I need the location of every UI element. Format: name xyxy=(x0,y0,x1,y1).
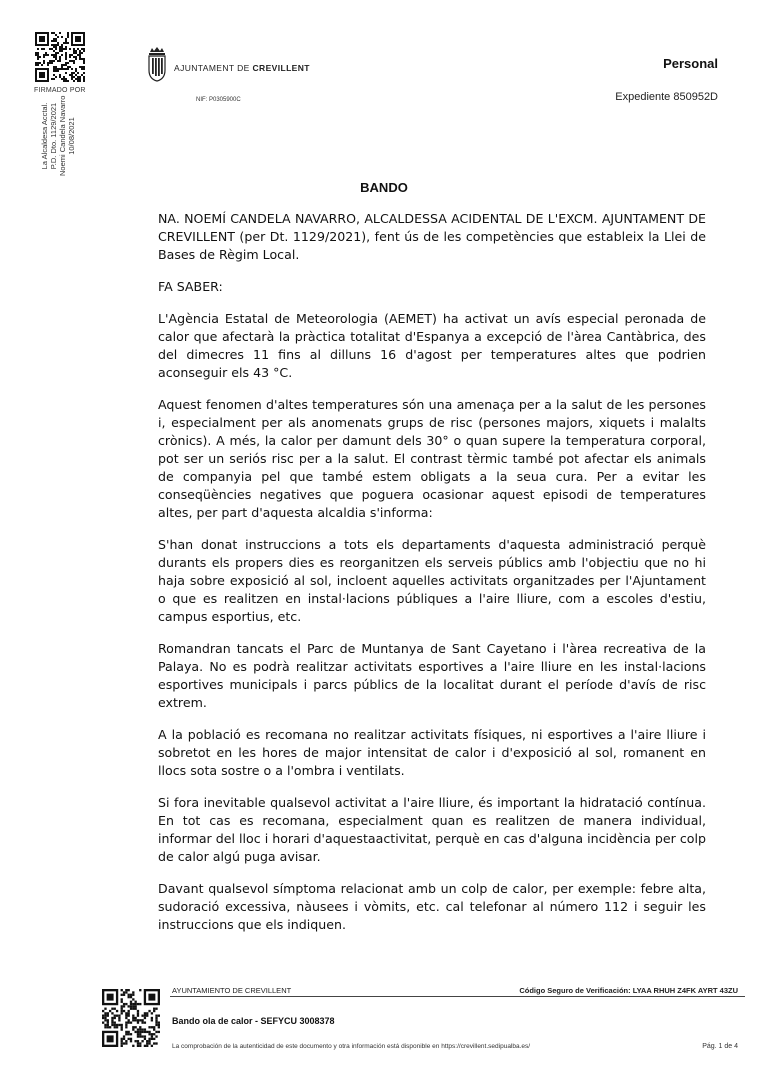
coat-of-arms-icon xyxy=(146,46,168,82)
page-number: Pág. 1 de 4 xyxy=(702,1043,738,1050)
signature-line: Noemi Candela Navarro xyxy=(58,95,67,176)
signature-block xyxy=(40,96,76,176)
paragraph: Romandran tancats el Parc de Muntanya de Sant Cayetano i l'àrea recreativa de la Palaya. No es podrà realitzar activitats esportives a l'aire lliure en les instal·lacions esportives municipals i parcs públics de la localitat durant el període d'avís de risc extrem. xyxy=(158,641,706,710)
paragraph: A la població es recomana no realitzar activitats físiques, ni esportives a l'aire lliure i sobretot en les hores de major intensitat de calor i d'exposició al sol, romanent en llocs sota sostre o a l'ombra i ventilats. xyxy=(158,727,706,778)
firmado-por-label: FIRMADO POR xyxy=(34,87,86,94)
verification-qr-code-icon xyxy=(102,989,160,1047)
paragraph: NA. NOEMÍ CANDELA NAVARRO, ALCALDESSA ACIDENTAL DE L'EXCM. AJUNTAMENT DE CREVILLENT (per Dt. 1129/2021), fent ús de les competències que estableix la Llei de Bases de Règim Local. xyxy=(158,211,706,262)
paragraph: L'Agència Estatal de Meteorologia (AEMET) ha activat un avís especial peronada de calor que afectarà la pràctica totalitat d'Espanya a excepció de l'àrea Cantàbrica, des del dimecres 11 fins al dilluns 16 d'agost per temperatures altes que podrien aconseguir els 43 °C. xyxy=(158,311,706,380)
signature-line: 10/08/2021 xyxy=(67,117,76,155)
expediente-label: Expediente 850952D xyxy=(615,91,718,103)
footer-divider xyxy=(170,996,745,997)
department-label: Personal xyxy=(663,56,718,71)
paragraph: Si fora inevitable qualsevol activitat a l'aire lliure, és important la hidratació contínua. En tot cas es recomana, especialment quan es realitzen de manera individual, informar del lloc i horari d'aquestaactivitat, perquè en cas d'alguna incidència per colp de calor algú puga avisar. xyxy=(158,795,706,864)
signature-line: La Alcaldesa Acctal. xyxy=(40,102,49,170)
nif-label: NIF: P0305900C xyxy=(196,97,241,103)
paragraph: Davant qualsevol símptoma relacionat amb un colp de calor, per exemple: febre alta, sudoració excessiva, nàusees i vòmits, etc. cal telefonar al número 112 i seguir les instruccions que els indiquen. xyxy=(158,881,706,932)
document-body xyxy=(158,210,706,948)
signature-line: P.D. Dto. 1129/2021 xyxy=(49,102,58,170)
footer-organization: AYUNTAMIENTO DE CREVILLENT xyxy=(172,986,292,995)
verification-note: La comprobación de la autenticidad de este documento y otra información está disponible en https://crevillent.sedipualba.es/ xyxy=(172,1043,531,1050)
footer-document-name: Bando ola de calor - SEFYCU 3008378 xyxy=(172,1016,335,1026)
signature-qr-code-icon xyxy=(35,32,85,82)
paragraph: Aquest fenomen d'altes temperatures són una amenaça per a la salut de les persones i, especialment per als anomenats grups de risc (persones majors, xiquets i malalts crònics). A més, la calor per damunt dels 30° o quan supere la temperatura corporal, pot ser un seriós risc per a la salut. El contrast tèrmic també pot afectar els animals de companyia pel que també estem obligats a la seua cura. Per a evitar les conseqüències negatives que poguera ocasionar aquest episodi de temperatures altes, per part d'aquesta alcaldia s'informa: xyxy=(158,397,706,520)
document-title: BANDO xyxy=(360,180,408,195)
verification-code: Código Seguro de Verificación: LYAA RHUH Z4FK AYRT 43ZU xyxy=(519,986,738,995)
paragraph: FA SABER: xyxy=(158,279,223,294)
organization-logo-text: AJUNTAMENT DE CREVILLENT xyxy=(174,63,310,73)
paragraph: S'han donat instruccions a tots els departaments d'aquesta administració perquè durants els propers dies es reorganitzen els serveis públics amb l'objectiu que no hi haja sobre exposició al sol, incloent aquelles activitats organitzades per l'Ajuntament o que es realitzen en instal·lacions públiques a l'aire lliure, com a escoles d'estiu, campus esportius, etc. xyxy=(158,537,706,624)
